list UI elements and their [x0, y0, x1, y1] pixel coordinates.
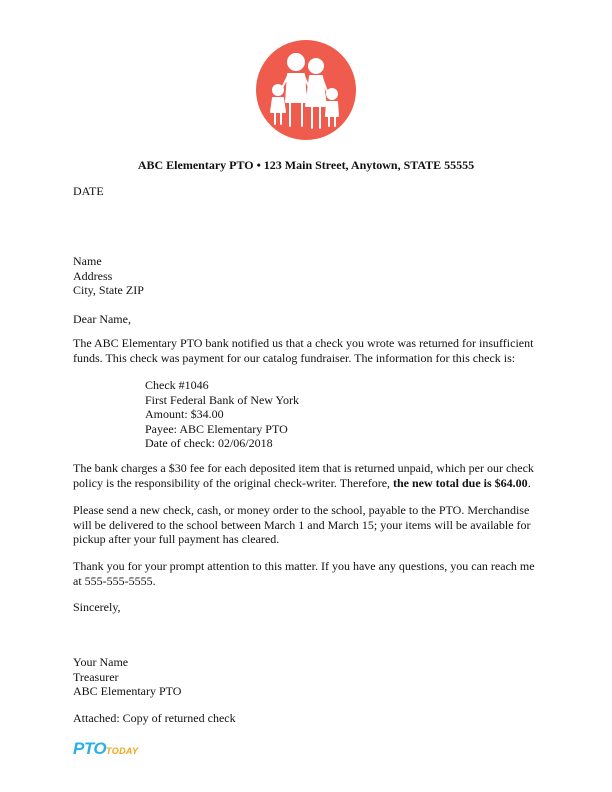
date-line: DATE — [73, 184, 104, 198]
paragraph-3: Please send a new check, cash, or money order to the school, payable to the PTO. Merchandise will be delivered to the school between March 1 and March 15; your items will be available for pickup after your full payment has cleared. — [73, 503, 531, 547]
signature-name: Your Name — [73, 655, 129, 669]
paragraph-1: The ABC Elementary PTO bank notified us that a check you wrote was returned for insufficient funds. This check was payment for our catalog fundraiser. The information for this check is: — [73, 336, 534, 365]
check-bank: First Federal Bank of New York — [145, 392, 299, 407]
closing: Sincerely, — [73, 600, 121, 614]
check-number: Check #1046 — [145, 378, 209, 392]
today-wordmark: TODAY — [106, 746, 139, 756]
letterhead: ABC Elementary PTO • 123 Main Street, Anytown, STATE 55555 — [137, 158, 475, 172]
recipient-city: City, State ZIP — [73, 283, 144, 298]
signature-block — [73, 655, 543, 699]
recipient-address: Address — [73, 268, 113, 283]
logo — [256, 40, 356, 140]
paragraph-4: Thank you for your prompt attention to this matter. If you have any questions, you can reach me at 555-555-5555. — [73, 559, 535, 588]
check-details — [145, 378, 545, 451]
pto-wordmark: PTO — [73, 739, 107, 758]
recipient-block — [73, 254, 543, 298]
check-payee: Payee: ABC Elementary PTO — [145, 421, 288, 436]
signature-title: Treasurer — [73, 669, 119, 684]
family-icon — [256, 40, 356, 140]
salutation: Dear Name, — [73, 312, 131, 326]
total-due: the new total due is $64.00 — [393, 475, 528, 490]
check-amount: Amount: $34.00 — [145, 407, 224, 422]
signature-org: ABC Elementary PTO — [73, 684, 182, 699]
paragraph-2-text: The bank charges a $30 fee for each deposited item that is returned unpaid, which per our check policy is the responsibility of the original check-writer. Therefore, — [73, 461, 534, 490]
recipient-name: Name — [73, 254, 102, 268]
paragraph-2 — [73, 461, 543, 490]
paragraph-2-end: . — [527, 475, 531, 490]
check-date: Date of check: 02/06/2018 — [145, 436, 273, 451]
attachment-note: Attached: Copy of returned check — [73, 711, 236, 725]
pto-today-logo — [73, 739, 138, 759]
